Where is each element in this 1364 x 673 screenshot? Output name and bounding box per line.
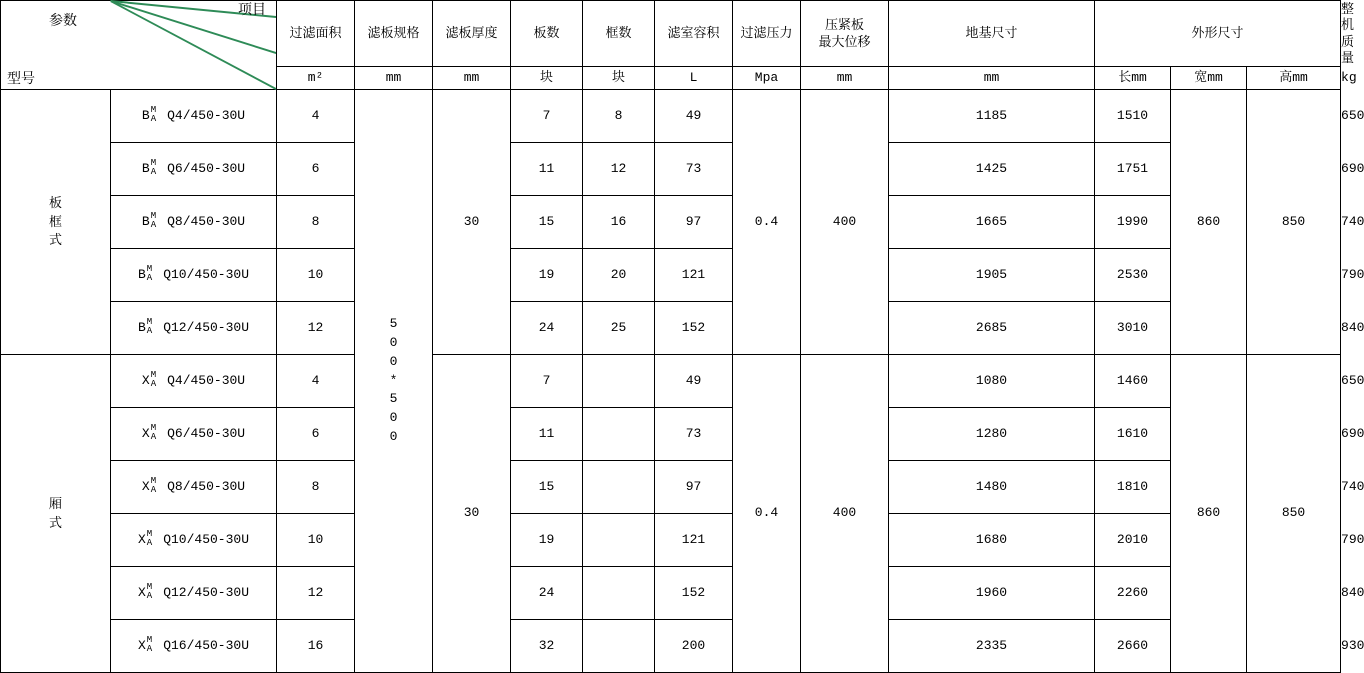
model-stack-bottom: A [150,220,157,230]
cell-filter-area: 8 [277,196,355,249]
unit-base-size: mm [889,67,1095,90]
model-code: Q10/450-30U [163,531,250,547]
model-stack-bottom: A [150,379,157,389]
cell-filter-area: 4 [277,355,355,408]
cell-chamber-volume: 121 [655,249,733,302]
cell-chamber-volume: 49 [655,355,733,408]
header-frame-count: 框数 [583,1,655,67]
cell-filter-area: 6 [277,143,355,196]
cell-base-size: 1280 [889,408,1095,461]
cell-outline-length: 1990 [1095,196,1171,249]
model-stack [151,106,156,124]
cell-base-size: 1665 [889,196,1095,249]
model-stack-bottom: A [146,644,153,654]
cell-max-displacement: 400 [801,90,889,355]
cell-base-size: 1680 [889,514,1095,567]
table-row: B M A Q6/450-30U 6 11 12 73 1425 1751 690 [1,143,1341,196]
model-cell [111,249,277,302]
cell-outline-length: 1810 [1095,461,1171,514]
table-body [1,90,1364,673]
model-code: Q12/450-30U [163,319,250,335]
model-code: Q6/450-30U [167,160,246,176]
cell-outline-length: 1751 [1095,143,1171,196]
diagonal-divider-icon [1,1,276,89]
cell-chamber-volume: 152 [655,302,733,355]
cell-base-size: 1905 [889,249,1095,302]
cell-frame-count: 20 [583,249,655,302]
header-filter-area: 过滤面积 [277,1,355,67]
cell-frame-count: 12 [583,143,655,196]
model-prefix: X [137,637,146,653]
table-row: B M A Q10/450-30U 10 19 20 121 1905 2530 790 [1,249,1341,302]
cell-filter-area: 12 [277,567,355,620]
group-label-char: 板 [48,194,62,210]
model-stack-bottom: A [146,273,153,283]
plate-spec-char: 5 [389,316,398,332]
cell-outline-length: 1460 [1095,355,1171,408]
header-filter-pressure: 过滤压力 [733,1,801,67]
cell-frame-count [583,355,655,408]
cell-outline-width: 860 [1171,90,1247,355]
cell-plate-count: 19 [511,249,583,302]
cell-outline-length: 3010 [1095,302,1171,355]
cell-plate-count: 7 [511,90,583,143]
table-row: X M A Q10/450-30U 10 19 121 1680 2010 790 [1,514,1341,567]
model-prefix: B [141,213,150,229]
model-stack [147,583,152,601]
cell-chamber-volume: 152 [655,567,733,620]
cell-frame-count: 16 [583,196,655,249]
model-stack-top: M [150,423,157,433]
cell-filter-pressure: 0.4 [733,90,801,355]
model-cell [111,461,277,514]
model-stack [151,371,156,389]
outline-width-label: 宽 [1194,69,1208,85]
plate-spec-char: 5 [389,391,398,407]
table-row: X M A Q8/450-30U 8 15 97 1480 1810 740 [1,461,1341,514]
unit-plate-thickness: mm [433,67,511,90]
model-cell [111,302,277,355]
model-stack [147,318,152,336]
model-stack [151,424,156,442]
cell-outline-length: 2530 [1095,249,1171,302]
model-prefix: X [141,425,150,441]
model-stack-top: M [150,105,157,115]
model-code: Q12/450-30U [163,584,250,600]
specification-table: 项目 参数 型号 过滤面积 滤板规格 滤板厚度 板数 框数 滤室容积 过滤压力 压紧板 最大位移 地基尺寸 外形尺寸 整机质量 m² mm mm 块 块 L Mpa mm mm 长mm 宽mm 高mm kg 板 框 式 B M A Q4/450-30U 4 5 0 0 * 5 0 0 30 7 8 49 0.4 400 1185 1510 860 850 650 B M A Q6/450-30U 6 11 12 73 1425 1751 690 B M A Q8/450-30U 8 15 16 97 1665 1990 740 B M A Q10/450-30U 10 19 20 121 1905 2530 790 B M A Q12/450-30U 12 24 25 152 2685 3010 840 厢 式 X M A Q4/450-30U 4 30 7 49 0.4 400 1080 1460 860 850 650 X M A Q6/450-30U 6 11 73 1280 1610 690 X M A Q8/450-30U 8 15 97 1480 1810 740 X M A Q10/450-30U 10 19 121 1680 2010 790 X M A Q12/450-30U 12 24 152 1960 2260 840 X M A Q16/450-30U 16 32 200 2335 2660 930 [0,0,1341,673]
outline-width-unit: mm [1207,69,1223,85]
cell-filter-area: 12 [277,302,355,355]
unit-outline-length [1095,67,1171,90]
cell-plate-count: 24 [511,302,583,355]
header-max-displacement-line2: 最大位移 [818,33,871,49]
model-stack-bottom: A [150,167,157,177]
unit-outline-height [1247,67,1341,90]
table-row: X M A Q16/450-30U 16 32 200 2335 2660 930 [1,620,1341,673]
cell-plate-count: 11 [511,408,583,461]
cell-base-size: 1960 [889,567,1095,620]
model-stack-bottom: A [150,485,157,495]
header-item-label: 项目 [238,3,266,18]
cell-frame-count [583,567,655,620]
cell-outline-width: 860 [1171,355,1247,673]
cell-base-size: 1080 [889,355,1095,408]
cell-chamber-volume: 97 [655,461,733,514]
model-code: Q4/450-30U [167,107,246,123]
model-code: Q16/450-30U [163,637,250,653]
model-stack-top: M [146,529,153,539]
model-stack-top: M [150,158,157,168]
unit-filter-pressure: Mpa [733,67,801,90]
header-plate-thickness: 滤板厚度 [433,1,511,67]
cell-outline-length: 1510 [1095,90,1171,143]
cell-filter-pressure: 0.4 [733,355,801,673]
cell-chamber-volume: 73 [655,408,733,461]
header-outline-size: 外形尺寸 [1095,1,1341,67]
unit-plate-spec: mm [355,67,433,90]
model-prefix: X [141,372,150,388]
header-max-displacement [801,1,889,67]
model-stack-bottom: A [146,538,153,548]
model-cell [111,143,277,196]
cell-outline-length: 1610 [1095,408,1171,461]
group-label-char: 框 [48,213,62,229]
plate-spec-char: 0 [389,353,398,369]
cell-plate-count: 32 [511,620,583,673]
model-stack [151,159,156,177]
cell-outline-height: 850 [1247,90,1341,355]
model-stack-top: M [146,635,153,645]
unit-outline-width [1171,67,1247,90]
model-stack-top: M [150,211,157,221]
model-stack-bottom: A [146,326,153,336]
group-label-chamber [1,355,111,673]
cell-outline-length: 2010 [1095,514,1171,567]
model-prefix: B [141,160,150,176]
unit-filter-area: m² [277,67,355,90]
plate-spec-char: 0 [389,429,398,445]
cell-plate-count: 15 [511,461,583,514]
cell-filter-area: 8 [277,461,355,514]
cell-filter-area: 6 [277,408,355,461]
model-stack-top: M [150,476,157,486]
cell-plate-count: 19 [511,514,583,567]
model-code: Q8/450-30U [167,213,246,229]
cell-base-size: 1185 [889,90,1095,143]
cell-frame-count: 25 [583,302,655,355]
model-cell [111,567,277,620]
model-code: Q4/450-30U [167,372,246,388]
model-stack-top: M [150,370,157,380]
unit-max-displacement: mm [801,67,889,90]
cell-outline-length: 2260 [1095,567,1171,620]
cell-outline-height: 850 [1247,355,1341,673]
model-code: Q6/450-30U [167,425,246,441]
table-row: 板 框 式 B M A Q4/450-30U 4 5 0 0 * 5 0 0 30 7 8 49 0.4 400 1185 1510 860 850 650 [1,90,1341,143]
cell-base-size: 2335 [889,620,1095,673]
model-prefix: B [137,266,146,282]
model-code: Q10/450-30U [163,266,250,282]
table-row: X M A Q12/450-30U 12 24 152 1960 2260 840 [1,567,1341,620]
cell-chamber-volume: 97 [655,196,733,249]
cell-plate-thickness: 30 [433,355,511,673]
cell-frame-count: 8 [583,90,655,143]
cell-frame-count [583,620,655,673]
cell-max-displacement: 400 [801,355,889,673]
cell-plate-count: 15 [511,196,583,249]
cell-chamber-volume: 200 [655,620,733,673]
model-cell [111,514,277,567]
cell-plate-count: 11 [511,143,583,196]
model-stack [147,636,152,654]
model-code: Q8/450-30U [167,478,246,494]
header-corner-cell [1,1,277,90]
model-stack-top: M [146,582,153,592]
outline-length-unit: mm [1131,69,1147,85]
group-label-char: 厢 [48,495,62,511]
table-row: 厢 式 X M A Q4/450-30U 4 30 7 49 0.4 400 1080 1460 860 850 650 [1,355,1341,408]
cell-base-size: 2685 [889,302,1095,355]
header-parameter-label: 参数 [49,14,77,29]
model-stack-bottom: A [146,591,153,601]
table-row: B M A Q8/450-30U 8 15 16 97 1665 1990 740 [1,196,1341,249]
plate-spec-char: 0 [389,410,398,426]
model-stack [147,265,152,283]
model-cell [111,408,277,461]
unit-plate-count: 块 [511,67,583,90]
model-cell [111,355,277,408]
unit-frame-count: 块 [583,67,655,90]
table-row: B M A Q12/450-30U 12 24 25 152 2685 3010 840 [1,302,1341,355]
cell-base-size: 1425 [889,143,1095,196]
cell-chamber-volume: 73 [655,143,733,196]
model-stack [147,530,152,548]
header-max-displacement-line1: 压紧板 [824,17,864,33]
plate-spec-char: 0 [389,334,398,350]
cell-filter-area: 4 [277,90,355,143]
cell-chamber-volume: 49 [655,90,733,143]
cell-filter-area: 16 [277,620,355,673]
cell-frame-count [583,514,655,567]
cell-plate-spec [355,90,433,673]
header-base-size: 地基尺寸 [889,1,1095,67]
cell-filter-area: 10 [277,514,355,567]
group-label-char: 式 [48,232,62,248]
model-stack-bottom: A [150,432,157,442]
header-plate-spec: 滤板规格 [355,1,433,67]
header-chamber-volume: 滤室容积 [655,1,733,67]
cell-base-size: 1480 [889,461,1095,514]
model-stack-bottom: A [150,114,157,124]
model-prefix: B [141,107,150,123]
model-cell [111,90,277,143]
cell-outline-length: 2660 [1095,620,1171,673]
cell-frame-count [583,461,655,514]
cell-plate-thickness: 30 [433,90,511,355]
cell-chamber-volume: 121 [655,514,733,567]
model-stack [151,212,156,230]
outline-length-label: 长 [1118,69,1132,85]
outline-height-unit: mm [1292,69,1308,85]
cell-plate-count: 24 [511,567,583,620]
outline-height-label: 高 [1279,69,1293,85]
unit-chamber-volume: L [655,67,733,90]
model-prefix: X [141,478,150,494]
model-stack [151,477,156,495]
model-cell [111,196,277,249]
table-row: X M A Q6/450-30U 6 11 73 1280 1610 690 [1,408,1341,461]
cell-frame-count [583,408,655,461]
model-prefix: X [137,584,146,600]
plate-spec-char: * [389,372,398,388]
model-cell [111,620,277,673]
header-model-label: 型号 [7,71,35,87]
group-label-plate-frame [1,90,111,355]
group-label-char: 式 [48,514,62,530]
model-prefix: B [137,319,146,335]
cell-filter-area: 10 [277,249,355,302]
model-stack-top: M [146,264,153,274]
model-prefix: X [137,531,146,547]
cell-plate-count: 7 [511,355,583,408]
header-plate-count: 板数 [511,1,583,67]
model-stack-top: M [146,317,153,327]
